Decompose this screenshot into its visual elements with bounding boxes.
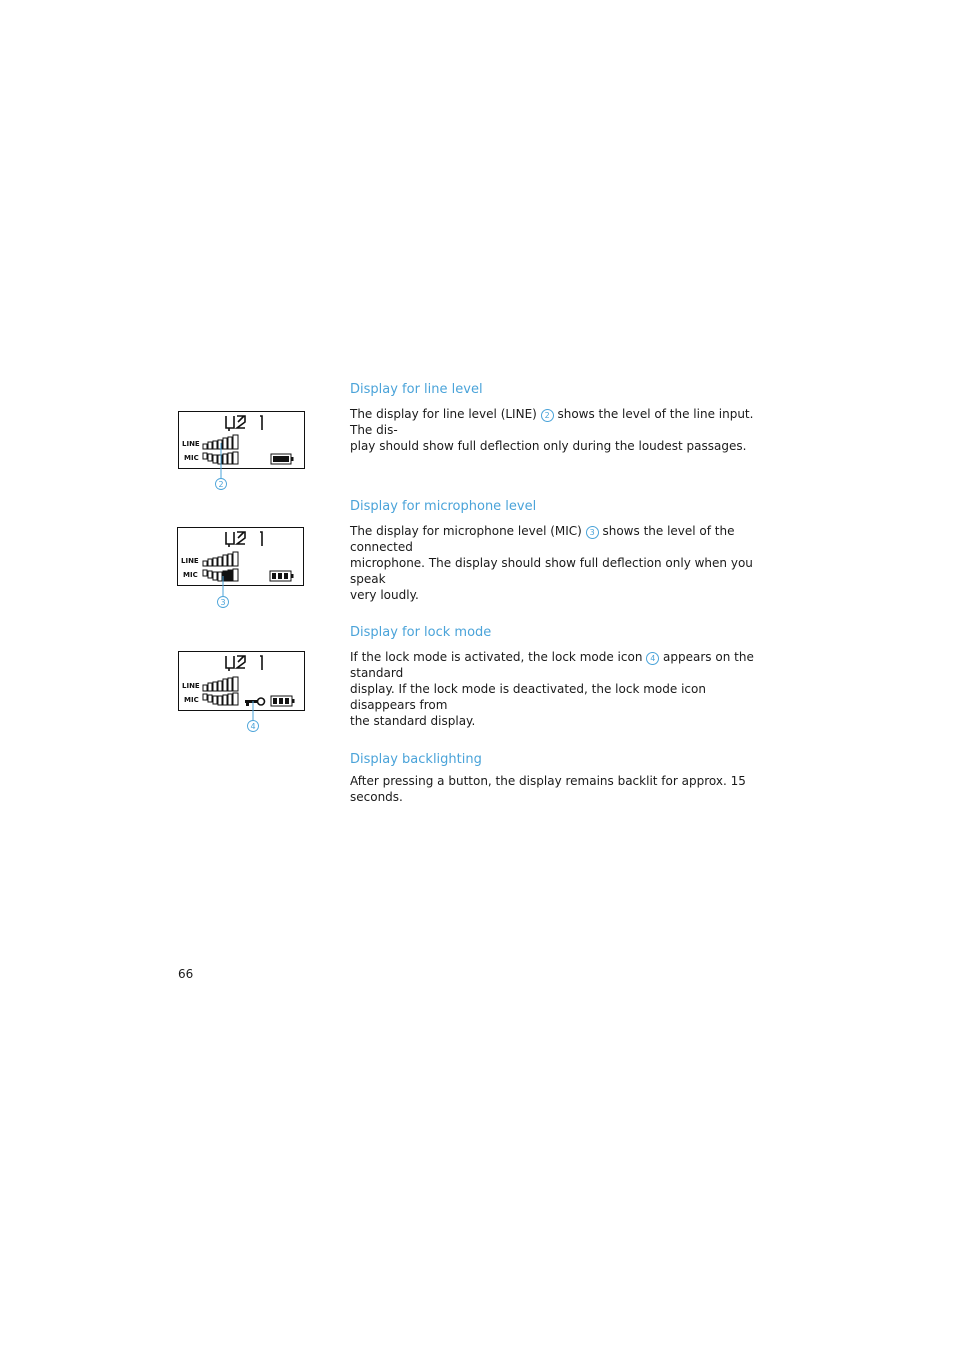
lcd-display-line-figure [176,408,310,494]
lcd-line-label: LINE [181,557,199,565]
heading-display-backlighting: Display backlighting [350,752,482,767]
text: After pressing a button, the display remains backlit for approx. 15 seconds. [350,774,746,804]
text: If the lock mode is activated, the lock mode icon [350,650,647,664]
paragraph-display-backlighting [350,773,762,805]
heading-lock-mode: Display for lock mode [350,625,492,640]
callout-marker: 3 [586,526,599,539]
text: shows the level of the connected [350,524,735,554]
text: very loudly. [350,588,419,602]
battery-icon [270,571,294,581]
battery-icon [271,454,294,464]
callout-number: 2 [218,480,224,489]
lcd-display-mic-figure [175,524,309,612]
heading-line-level: Display for line level [350,382,483,397]
battery-icon [271,696,295,706]
callout-number: 3 [220,598,226,607]
page-number: 66 [178,967,194,981]
lcd-line-label: LINE [182,682,200,690]
lcd-display-lock-figure [176,648,310,736]
text: microphone. The display should show full deflection only when you speak [350,556,753,586]
text: The display for line level (LINE) [350,407,541,421]
lcd-mic-label: MIC [184,696,199,704]
paragraph-lock-mode [350,649,762,729]
callout-number: 4 [250,722,256,731]
lcd-line-label: LINE [182,440,200,448]
paragraph-microphone-level [350,523,762,603]
text: shows the level of the line input. The dis- [350,407,754,437]
text: play should show full deflection only during the loudest passages. [350,439,747,453]
lcd-mic-label: MIC [183,571,198,579]
lcd-mic-label: MIC [184,454,199,462]
text: The display for microphone level (MIC) [350,524,586,538]
text: display. If the lock mode is deactivated, the lock mode icon disappears from [350,682,706,712]
callout-marker: 4 [646,652,659,665]
paragraph-line-level [350,406,762,454]
text: appears on the standard [350,650,754,680]
heading-microphone-level: Display for microphone level [350,499,537,514]
text: the standard display. [350,714,476,728]
callout-marker: 2 [541,409,554,422]
